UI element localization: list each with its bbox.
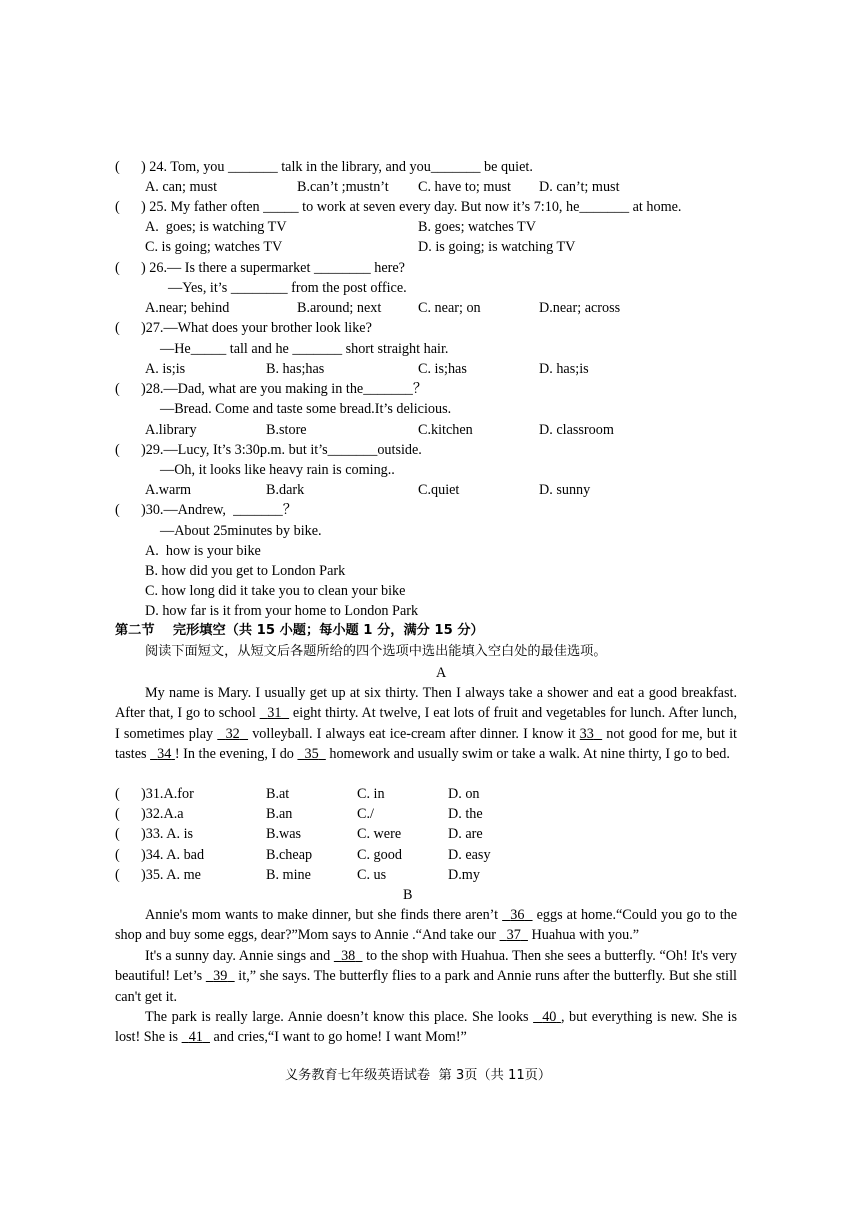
option-d: D. the bbox=[448, 806, 483, 822]
option-c: C. is going; watches TV bbox=[145, 239, 283, 255]
section-title: 第二节 完形填空（共 15 小题；每小题 1 分，满分 15 分） bbox=[115, 623, 484, 638]
option-c: C. near; on bbox=[418, 300, 481, 316]
option-d: D. has;is bbox=[539, 361, 589, 377]
question-27: ( )27.—What does your brother look like? bbox=[115, 320, 372, 336]
option-c: C. how long did it take you to clean your bike bbox=[145, 583, 406, 599]
blank-33: 33 bbox=[579, 725, 594, 742]
question-28-line2: —Bread. Come and taste some bread.It’s delicious. bbox=[160, 401, 452, 417]
option-d: D. sunny bbox=[539, 482, 591, 498]
option-c: C. in bbox=[357, 786, 385, 802]
option-d: D.near; across bbox=[539, 300, 621, 316]
section-instruction: 阅读下面短文，从短文后各题所给的四个选项中选出能填入空白处的最佳选项。 bbox=[145, 644, 607, 659]
option-d: D.my bbox=[448, 867, 480, 883]
question-26-line2: —Yes, it’s ________ from the post office. bbox=[168, 280, 407, 296]
option-d: D. on bbox=[448, 786, 480, 802]
page-footer: 义务教育七年级英语试卷 第 3页（共 11页） bbox=[285, 1068, 552, 1083]
question-26: ( ) 26.— Is there a supermarket ________ here? bbox=[115, 260, 405, 276]
option-c: C. were bbox=[357, 826, 402, 842]
passage-b-label: B bbox=[403, 887, 413, 903]
blank-36: 36 bbox=[510, 907, 525, 923]
question-29: ( )29.—Lucy, It’s 3:30p.m. but it’s_______outside. bbox=[115, 442, 422, 458]
question-27-line2: —He_____ tall and he _______ short straight hair. bbox=[160, 341, 449, 357]
option-b: B.store bbox=[266, 422, 307, 438]
option-a: A. is;is bbox=[145, 361, 186, 377]
option-b: B.was bbox=[266, 826, 302, 842]
option-b: B.dark bbox=[266, 482, 305, 498]
option-b: B.an bbox=[266, 806, 293, 822]
item-35: ( )35. A. me bbox=[115, 867, 201, 883]
question-30-line2: —About 25minutes by bike. bbox=[160, 523, 322, 539]
option-b: B. how did you get to London Park bbox=[145, 563, 346, 579]
passage-b-paragraph-1: Annie's mom wants to make dinner, but she finds there aren’t 36 eggs at home.“Could you go to the shop and buy some eggs, dear?”Mom says to Annie .“And take our 37 Huahua with you.” bbox=[115, 907, 738, 944]
question-30: ( )30.—Andrew, _______？ bbox=[115, 502, 297, 518]
blank-31: 31 bbox=[267, 705, 282, 722]
blank-37: 37 bbox=[506, 927, 521, 944]
passage-b-paragraph-2: It's a sunny day. Annie sings and 38 to the shop with Huahua. Then she sees a butterfly. “Oh! It's very beautiful! Let’s 39 it,” she says. The butterfly flies to a park and Annie runs after the butterfly. But she still can't get it. bbox=[115, 948, 737, 1005]
blank-35: 35 bbox=[304, 745, 319, 762]
question-29-line2: —Oh, it looks like heavy rain is coming.. bbox=[160, 462, 395, 478]
option-a: A.library bbox=[145, 422, 197, 438]
option-a: A.warm bbox=[145, 482, 192, 498]
item-34: ( )34. A. bad bbox=[115, 847, 205, 863]
passage-a-label: A bbox=[436, 665, 447, 681]
option-b: B.cheap bbox=[266, 847, 313, 863]
option-a: A. how is your bike bbox=[145, 543, 261, 559]
item-32: ( )32.A.a bbox=[115, 806, 184, 822]
option-c: C.kitchen bbox=[418, 422, 473, 438]
option-b: B. has;has bbox=[266, 361, 325, 377]
blank-32: 32 bbox=[225, 725, 240, 742]
question-25: ( ) 25. My father often _____ to work at seven every day. But now it’s 7:10, he_______ at home. bbox=[115, 199, 682, 215]
option-a: A.near; behind bbox=[145, 300, 230, 316]
option-b: B.at bbox=[266, 786, 290, 802]
question-24: ( ) 24. Tom, you _______ talk in the library, and you_______ be quiet. bbox=[115, 159, 533, 175]
blank-40: 40 bbox=[542, 1009, 557, 1025]
option-c: C./ bbox=[357, 806, 374, 822]
blank-34: 34 bbox=[157, 745, 172, 762]
blank-38: 38 bbox=[341, 948, 356, 964]
passage-b-paragraph-3: The park is really large. Annie doesn’t know this place. She looks 40 , but everything is new. She is lost! She is 41 and cries,“I want to go home! I want Mom!” bbox=[115, 1009, 738, 1046]
option-c: C. good bbox=[357, 847, 402, 863]
question-28: ( )28.—Dad, what are you making in the_______？ bbox=[115, 381, 428, 397]
option-b: B. goes; watches TV bbox=[418, 219, 536, 235]
option-b: B. mine bbox=[266, 867, 311, 883]
item-33: ( )33. A. is bbox=[115, 826, 194, 842]
option-c: C. us bbox=[357, 867, 387, 883]
option-c: C. have to; must bbox=[418, 179, 512, 195]
option-d: D. is going; is watching TV bbox=[418, 239, 576, 255]
option-d: D. easy bbox=[448, 847, 491, 863]
option-b: B.around; next bbox=[297, 300, 382, 316]
option-a: A. can; must bbox=[145, 179, 218, 195]
blank-39: 39 bbox=[213, 968, 228, 985]
option-b: B.can’t ;mustn’t bbox=[297, 179, 389, 195]
option-d: D. classroom bbox=[539, 422, 614, 438]
blank-41: 41 bbox=[188, 1029, 203, 1046]
option-d: D. how far is it from your home to London Park bbox=[145, 603, 419, 619]
passage-a-text: My name is Mary. I usually get up at six thirty. Then I always take a shower and eat a good breakfast. After that, I go to school 31 eight thirty. At twelve, I eat lots of fruit and vegetables for lunch. After lunch, I sometimes play 32 volleyball. I always eat ice-cream after dinner. I know it 33 not good for me, but it tastes 34 ! In the evening, I do 35 homework and usually swim or take a walk. At nine thirty, I go to bed. bbox=[115, 685, 738, 762]
option-d: D. can’t; must bbox=[539, 179, 620, 195]
option-c: C. is;has bbox=[418, 361, 467, 377]
option-d: D. are bbox=[448, 826, 483, 842]
option-a: A. goes; is watching TV bbox=[145, 219, 287, 235]
item-31: ( )31.A.for bbox=[115, 786, 194, 802]
option-c: C.quiet bbox=[418, 482, 460, 498]
